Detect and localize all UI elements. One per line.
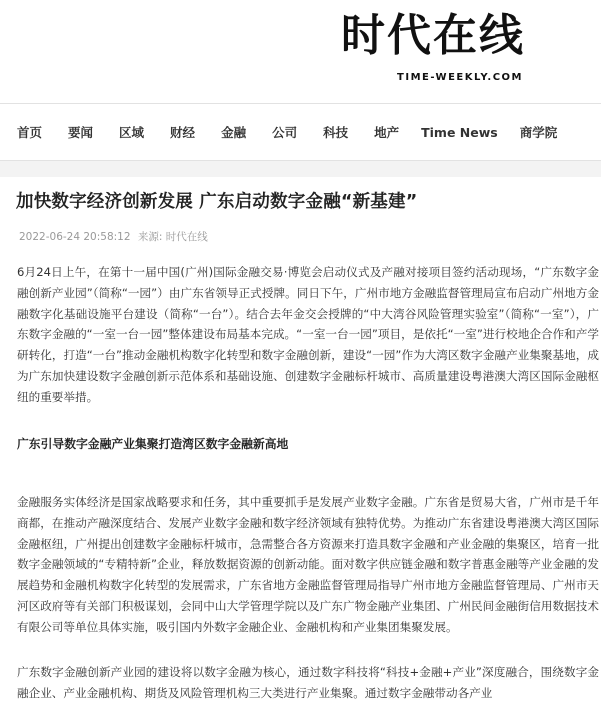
article-source: 来源: 时代在线 [137, 231, 208, 243]
nav-item-tech[interactable]: 科技 [323, 125, 349, 140]
nav-item-home[interactable]: 首页 [17, 125, 43, 140]
article-paragraph: 6月24日上午，在第十一届中国(广州)国际金融交易·博览会启动仪式及产融对接项目签约活动现场，“广东数字金融创新产业园”（简称“一园”）由广东省领导正式授牌。同日下午，广州市地方金融监督管理局宣布启动广州地方金融数字化基础设施平台建设（简称“一台”）。结合去年金交会授牌的“中大湾谷风险管理实验室”（简称“一室”），广东数字金融的“一室一台一园”整体建设布局基本完成。“一室一台一园”项目，是依托“一室”进行校地企合作和产学研转化，打造“一台”推动金融机构数字化转型和数字金融创新，建设“一园”作为大湾区数字金融产业集聚基地，成为广东加快建设数字金融创新示范体系和基础设施、创建数字金融标杆城市、高质量建设粤港澳大湾区国际金融枢纽的重要举措。 [17, 265, 599, 404]
nav-item-real-estate[interactable]: 地产 [374, 125, 400, 140]
nav-item-finance[interactable]: 金融 [221, 125, 247, 140]
site-logo[interactable]: 时代在线 [341, 10, 525, 61]
nav-item-company[interactable]: 公司 [272, 125, 298, 140]
article-title: 加快数字经济创新发展 广东启动数字金融“新基建” [16, 192, 418, 212]
article-datetime: 2022-06-24 20:58:12 [19, 231, 131, 243]
article-paragraph: 广东数字金融创新产业园的建设将以数字金融为核心，通过数字科技将“科技+金融+产业”深度融合，围绕数字金融企业、产业金融机构、期货及风险管理机构三大类进行产业集聚。通过数字金融带动各产业 [17, 665, 599, 700]
main-nav [0, 103, 601, 161]
nav-item-time-news[interactable]: Time News [421, 124, 498, 140]
nav-item-region[interactable]: 区域 [119, 125, 145, 140]
nav-item-business-school[interactable]: 商学院 [519, 125, 558, 140]
section-divider [0, 161, 601, 177]
site-domain: TIME-WEEKLY.COM [397, 72, 523, 83]
article-subheading: 广东引导数字金融产业集聚打造湾区数字金融新高地 [17, 437, 289, 451]
nav-item-headlines[interactable]: 要闻 [68, 125, 94, 140]
article-meta [19, 229, 208, 244]
article-paragraph: 金融服务实体经济是国家战略要求和任务，其中重要抓手是发展产业数字金融。广东省是贸易大省，广州市是千年商都，在推动产融深度结合、发展产业数字金融和数字经济领域有独特优势。为推动广东省建设粤港澳大湾区国际金融枢纽，广州提出创建数字金融标杆城市，急需整合各方资源来打造具数字金融和产业金融的集聚区，培育一批数字金融领域的“专精特新”企业，释放数据资源的创新动能。面对数字供应链金融和数字普惠金融等产业金融的发展趋势和金融机构数字化转型的发展需求，广东省地方金融监督管理局指导广州市地方金融监督管理局、广州市天河区政府等有关部门积极谋划，会同中山大学管理学院以及广东广物金融产业集团、广州民间金融街信用数据技术有限公司等单位具体实施，吸引国内外数字金融企业、金融机构和产业集团集聚发展。 [17, 495, 599, 634]
article-body [17, 262, 599, 704]
masthead [0, 0, 601, 102]
nav-item-finance-economy[interactable]: 财经 [170, 125, 196, 140]
